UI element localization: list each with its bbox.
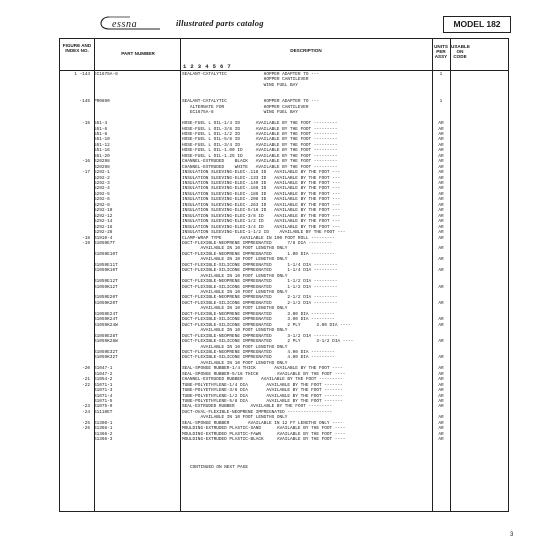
description-cell: DUCT-FLEXIBLE-NEOPRENE IMPREGNATED 1.00 DIA ---------	[182, 251, 335, 257]
figure-index-cell: -21	[82, 377, 90, 383]
part-number-cell: 5292-28	[94, 230, 113, 236]
units-cell: AR	[438, 137, 444, 143]
part-number-cell: S1910-4	[94, 235, 113, 241]
figure-index-cell: -15	[82, 121, 90, 127]
units-cell: AR	[438, 404, 444, 410]
units-cell: AR	[438, 126, 444, 132]
description-cell: DUCT-OVAL-FLEXIBLE-NEOPRENE IMPREGNATED -----------------	[182, 409, 333, 415]
part-number-cell: S1059E32T	[94, 349, 118, 355]
part-number-cell: S1366-1	[94, 426, 113, 432]
description-cell: HOSE-FUEL L OIL-5/8 ID AVAILABLE BY THE FOOT ---------	[182, 137, 338, 143]
figure-index-cell: -16	[82, 159, 90, 165]
units-cell: AR	[438, 382, 444, 388]
description-cell: WING FUEL BAY	[182, 82, 298, 88]
description-cell: TUBE-POLYETHYLENE-1/4 DIA AVAILABLE BY THE FOOT -------	[182, 382, 343, 388]
units-cell: AR	[438, 388, 444, 394]
description-cell: DUCT-FLEXIBLE-SILICONE IMPREGNATED 1-1/2 DIA ---------	[182, 284, 338, 290]
units-cell: 1	[439, 99, 443, 105]
part-number-cell: S1059K28W	[94, 339, 118, 345]
part-number-cell: S1075-9	[94, 404, 113, 410]
part-number-cell: 5292-5	[94, 191, 110, 197]
units-cell: AR	[438, 170, 444, 176]
svg-text:essna: essna	[112, 19, 138, 30]
description-cell: DUCT-FLEXIBLE-NEOPRENE IMPREGNATED 3.00 DIA ---------	[182, 311, 335, 317]
part-number-cell: 551-10	[94, 137, 110, 143]
part-number-cell: 551-6	[94, 126, 108, 132]
description-cell: AVAILABLE IN 10 FOOT LENGTHS ONLY	[182, 328, 288, 334]
units-cell: AR	[438, 431, 444, 437]
description-cell: DUCT-FLEXIBLE-NEOPRENE IMPREGNATED 3-1/2 DIA ---------	[182, 333, 338, 339]
figure-index-cell: -24	[82, 409, 90, 415]
description-cell: AVAILABLE IN 10 FOOT LENGTHS ONLY	[182, 257, 288, 263]
description-cell: MOULDING-EXTRUDED PLASTIC-SAND AVAILABLE BY THE FOOT ----	[182, 426, 346, 432]
description-cell: TUBE-POLYETHYLENE-1/2 DIA AVAILABLE BY THE FOOT -------	[182, 393, 343, 399]
part-number-cell: 5292-10	[94, 208, 113, 214]
description-cell: DUCT-FLEXIBLE-NEOPRENE IMPREGNATED 1-1/2 DIA ---------	[182, 279, 338, 285]
units-cell: AR	[438, 257, 444, 263]
part-number-cell: S1110ET	[94, 409, 113, 415]
description-cell: DUCT-FLEXIBLE-NEOPRENE IMPREGNATED 7/8 DIA ---------	[182, 240, 333, 246]
figure-column-header: FIGURE AND INDEX NO.	[62, 43, 92, 54]
description-cell: INSULATION SLEEVING-ELEC-.186 ID AVAILABLE BY THE FOOT ---	[182, 191, 341, 197]
figure-index-cell: -26	[82, 426, 90, 432]
description-cell: AVAILABLE IN 10 FOOT LENGTHS ONLY	[182, 415, 288, 421]
units-cell: AR	[438, 219, 444, 225]
description-cell: DUCT-FLEXIBLE-SILICONE IMPREGNATED 4.00 DIA ---------	[182, 355, 335, 361]
cessna-logo	[100, 16, 162, 30]
part-number-cell: S1360-1	[94, 420, 113, 426]
description-cell: HOSE-FUEL L OIL-1.25 ID AVAILABLE BY THE FOOT ---------	[182, 153, 338, 159]
part-number-cell: S1059K24T	[94, 317, 118, 323]
part-number-cell: 551-4	[94, 121, 108, 127]
part-number-cell: S1059K12T	[94, 284, 118, 290]
description-cell: HOSE-FUEL L OIL-1.00 ID AVAILABLE BY THE FOOT ---------	[182, 148, 338, 154]
units-cell: AR	[438, 230, 444, 236]
part-number-cell: 5292-4	[94, 186, 110, 192]
description-cell: EC1675A-8 WING FUEL BAY	[182, 110, 298, 116]
units-cell: AR	[438, 317, 444, 323]
description-cell: ALTERNATE FOR HOPPER CANTILEVER	[182, 104, 309, 110]
part-number-cell: S1071-3	[94, 388, 113, 394]
units-cell: AR	[438, 224, 444, 230]
figure-index-cell: -145	[79, 99, 90, 105]
part-number-cell: EC1675A-8	[94, 72, 118, 77]
description-cell: AVAILABLE IN 10 FOOT LENGTHS ONLY	[182, 246, 288, 252]
description-cell: INSULATION SLEEVING-ELEC-.133 ID AVAILABLE BY THE FOOT ---	[182, 175, 341, 181]
units-cell: AR	[438, 284, 444, 290]
figure-index-cell: -23	[82, 404, 90, 410]
units-cell: AR	[438, 426, 444, 432]
description-cell: DUCT-FLEXIBLE-SILICONE IMPREGNATED 2-1/2 DIA ---------	[182, 300, 338, 306]
table-row	[60, 437, 510, 443]
part-number-cell: 551-8	[94, 131, 108, 137]
description-cell: SEAL-SPONGE RUBBER-1/4 THICK AVAILABLE BY THE FOOT ----	[182, 366, 343, 372]
part-number-cell: PR0890	[94, 99, 110, 105]
units-cell: AR	[438, 186, 444, 192]
description-cell: MOULDING-EXTRUDED PLASTIC-FAWN AVAILABLE BY THE FOOT ----	[182, 431, 346, 437]
part-number-cell: S1366-3	[94, 437, 113, 443]
units-cell: AR	[438, 371, 444, 377]
units-cell: AR	[438, 131, 444, 137]
description-cell: HOSE-FUEL L OIL-3/8 ID AVAILABLE BY THE FOOT ---------	[182, 126, 338, 132]
units-cell: AR	[438, 159, 444, 165]
part-number-cell: S1059E20T	[94, 295, 118, 301]
part-number-cell: S1059E24T	[94, 311, 118, 317]
part-number-cell: S1059K10T	[94, 268, 118, 274]
page-number: 3	[510, 532, 514, 538]
description-cell: AVAILABLE IN 10 FOOT LENGTHS ONLY	[182, 360, 288, 366]
description-cell: TUBE-POLYETHYLENE-5/8 DIA AVAILABLE BY THE FOOT -------	[182, 399, 343, 404]
description-cell: INSULATION SLEEVING-ELEC-.208 ID AVAILABLE BY THE FOOT ---	[182, 197, 341, 203]
parts-table	[59, 38, 509, 512]
units-cell: AR	[438, 399, 444, 404]
part-number-column-header: PART NUMBER	[121, 51, 155, 56]
description-cell: SEAL-SPONGE RUBBER AVAILABLE IN 12 FT LENGTHS ONLY ----	[182, 420, 343, 426]
description-cell: DUCT-FLEXIBLE-NEOPRENE IMPREGNATED 2-1/2 DIA ---------	[182, 295, 338, 301]
units-cell: 1	[439, 72, 443, 77]
units-cell: AR	[438, 213, 444, 219]
units-cell: AR	[438, 322, 444, 328]
units-cell: AR	[438, 142, 444, 148]
part-number-cell: S1059E11T	[94, 262, 118, 268]
part-number-cell: S1071-4	[94, 393, 113, 399]
description-cell: DUCT-FLEXIBLE-SILICONE IMPREGNATED 2 PLY 3-1/2 DIA ----	[182, 339, 354, 345]
description-cell: HOSE-FUEL L OIL-1/4 ID AVAILABLE BY THE FOOT ---------	[182, 121, 338, 127]
usable-column-header: USABLE ON CODE	[451, 44, 470, 60]
part-number-cell: S1059E28T	[94, 333, 118, 339]
figure-index-cell: -19	[82, 240, 90, 246]
indent-level-digits: 1 2 3 4 5 6 7	[183, 63, 232, 70]
figure-index-cell: -22	[82, 382, 90, 388]
figure-index-cell: -18	[82, 235, 90, 241]
units-cell: AR	[438, 437, 444, 443]
description-cell: HOSE-FUEL L OIL-3/4 ID AVAILABLE BY THE FOOT ---------	[182, 142, 338, 148]
part-number-cell: S20298	[94, 159, 110, 165]
part-number-cell: 551-16	[94, 148, 110, 154]
part-number-cell: S20298	[94, 164, 110, 170]
catalog-title: illustrated parts catalog	[176, 18, 264, 28]
part-number-cell: 5292-3	[94, 181, 110, 186]
figure-index-cell: -20	[82, 366, 90, 372]
description-cell: DUCT-FLEXIBLE-SILICONE IMPREGNATED 1-1/4 DIA ---------	[182, 268, 338, 274]
units-cell: AR	[438, 208, 444, 214]
description-cell: SEALANT-CATALYTIC HOPPER ADAPTER TO ---	[182, 72, 320, 77]
units-cell: AR	[438, 191, 444, 197]
units-cell: AR	[438, 300, 444, 306]
figure-index-cell: -17	[82, 170, 90, 176]
description-cell: HOSE-FUEL L OIL-1/2 ID AVAILABLE BY THE FOOT ---------	[182, 131, 338, 137]
description-cell: CHANNEL-EXTRUDED RUBBER AVAILABLE BY THE FOOT ---------	[182, 377, 343, 383]
header-divider	[60, 70, 508, 71]
part-number-cell: 5292-12	[94, 213, 113, 219]
description-cell: TUBE-POLYETHYLENE-3/8 DIA AVAILABLE BY THE FOOT -------	[182, 388, 343, 394]
part-number-cell: S1366-2	[94, 431, 113, 437]
model-label: MODEL 182	[443, 16, 511, 33]
units-cell: AR	[438, 339, 444, 345]
figure-index-cell: -25	[82, 420, 90, 426]
part-number-cell: S1059K24W	[94, 322, 118, 328]
units-cell: AR	[438, 181, 444, 186]
description-cell: AVAILABLE IN 10 FOOT LENGTHS ONLY	[182, 290, 288, 295]
units-cell: AR	[438, 197, 444, 203]
part-number-cell: 5292-14	[94, 219, 113, 225]
description-cell: SEAL-SPONGE RUBBER-5/16 THICK AVAILABLE BY THE FOOT ----	[182, 371, 346, 377]
part-number-cell: S1071-5	[94, 399, 113, 404]
description-cell: DUCT-FLEXIBLE-NEOPRENE IMPREGNATED 4.00 DIA ---------	[182, 349, 335, 355]
units-cell: AR	[438, 420, 444, 426]
description-cell: INSULATION SLEEVING-ELEC-.263 ID AVAILABLE BY THE FOOT ---	[182, 202, 341, 208]
description-cell: DUCT-FLEXIBLE-SILICONE IMPREGNATED 1-1/4 DIA ---------	[182, 262, 338, 268]
units-cell: AR	[438, 175, 444, 181]
part-number-cell: S1059E10T	[94, 251, 118, 257]
description-column-header: DESCRIPTION	[290, 48, 322, 53]
continued-note: CONTINUED ON NEXT PAGE	[190, 465, 248, 470]
units-column-header: UNITS PER ASSY	[434, 44, 448, 60]
units-cell: AR	[438, 164, 444, 170]
description-cell: INSULATION SLEEVING-ELEC-1-1/2 ID AVAILABLE BY THE FOOT ---	[182, 230, 346, 236]
units-cell: AR	[438, 268, 444, 274]
description-cell: AVAILABLE IN 10 FOOT LENGTHS ONLY	[182, 306, 288, 312]
part-number-cell: S1059E12T	[94, 279, 118, 285]
units-cell: AR	[438, 415, 444, 421]
units-cell: AR	[438, 246, 444, 252]
part-number-cell: S1071-1	[94, 382, 113, 388]
description-cell: MOULDING-EXTRUDED PLASTIC-BLACK AVAILABLE BY THE FOOT ----	[182, 437, 346, 443]
description-cell: INSULATION SLEEVING-ELEC-1/2 ID AVAILABLE BY THE FOOT ---	[182, 219, 341, 225]
part-number-cell: 551-12	[94, 142, 110, 148]
part-number-cell: 5292-8	[94, 202, 110, 208]
part-number-cell: 5292-1	[94, 170, 110, 176]
description-cell: INSULATION SLEEVING-ELEC-.149 ID AVAILABLE BY THE FOOT ---	[182, 181, 341, 186]
units-cell: AR	[438, 355, 444, 361]
description-cell: DUCT-FLEXIBLE-SILICONE IMPREGNATED 3.00 DIA ---------	[182, 317, 335, 323]
part-number-cell: S1054-2	[94, 377, 113, 383]
units-cell: AR	[438, 235, 444, 241]
units-cell: AR	[438, 153, 444, 159]
description-cell: HOPPER CANTILEVER	[182, 77, 309, 83]
part-number-cell: 5292-6	[94, 197, 110, 203]
part-number-cell: S1047-1	[94, 366, 113, 372]
units-cell: AR	[438, 148, 444, 154]
description-cell: CLAMP-WRAP TYPE AVAILABLE IN 100 FOOT ROLL ---------	[182, 235, 335, 241]
description-cell: SEALANT-CATALYTIC HOPPER ADAPTER TO ---	[182, 99, 320, 105]
units-cell: AR	[438, 121, 444, 127]
description-cell: CHANNEL-EXTRUDED BLACK AVAILABLE BY THE FOOT ---------	[182, 159, 338, 165]
part-number-cell: S1059K20T	[94, 300, 118, 306]
part-number-cell: S1059K32T	[94, 355, 118, 361]
part-number-cell: 5292-2	[94, 175, 110, 181]
description-cell: DUCT-FLEXIBLE-SILICONE IMPREGNATED 2 PLY 3.00 DIA ----	[182, 322, 351, 328]
units-cell: AR	[438, 366, 444, 372]
description-cell: INSULATION SLEEVING-ELEC-.166 ID AVAILABLE BY THE FOOT ---	[182, 186, 341, 192]
description-cell: SEAL-EXTRUDED RUBBER AVAILABLE BY THE FOOT ---------	[182, 404, 333, 410]
description-cell: INSULATION SLEEVING-ELEC-3/4 ID AVAILABLE BY THE FOOT ---	[182, 224, 341, 230]
part-number-cell: S1047-2	[94, 371, 113, 377]
part-number-cell: 551-20	[94, 153, 110, 159]
description-cell: CHANNEL-EXTRUDED WHITE AVAILABLE BY THE FOOT ---------	[182, 164, 338, 170]
part-number-cell: S1059E7T	[94, 240, 116, 246]
figure-index-cell: 1 -144	[74, 72, 90, 77]
description-cell: AVAILABLE IN 10 FOOT LENGTHS ONLY	[182, 344, 288, 350]
description-cell: INSULATION SLEEVING-ELEC-5/16 ID AVAILABLE BY THE FOOT ---	[182, 208, 341, 214]
units-cell: AR	[438, 202, 444, 208]
units-cell: AR	[438, 393, 444, 399]
description-cell: INSULATION SLEEVING-ELEC-.118 ID AVAILABLE BY THE FOOT ---	[182, 170, 341, 176]
description-cell: INSULATION SLEEVING-ELEC-3/8 ID AVAILABLE BY THE FOOT ---	[182, 213, 341, 219]
part-number-cell: 5292-16	[94, 224, 113, 230]
units-cell: AR	[438, 377, 444, 383]
description-cell: AVAILABLE IN 10 FOOT LENGTHS ONLY	[182, 273, 288, 279]
